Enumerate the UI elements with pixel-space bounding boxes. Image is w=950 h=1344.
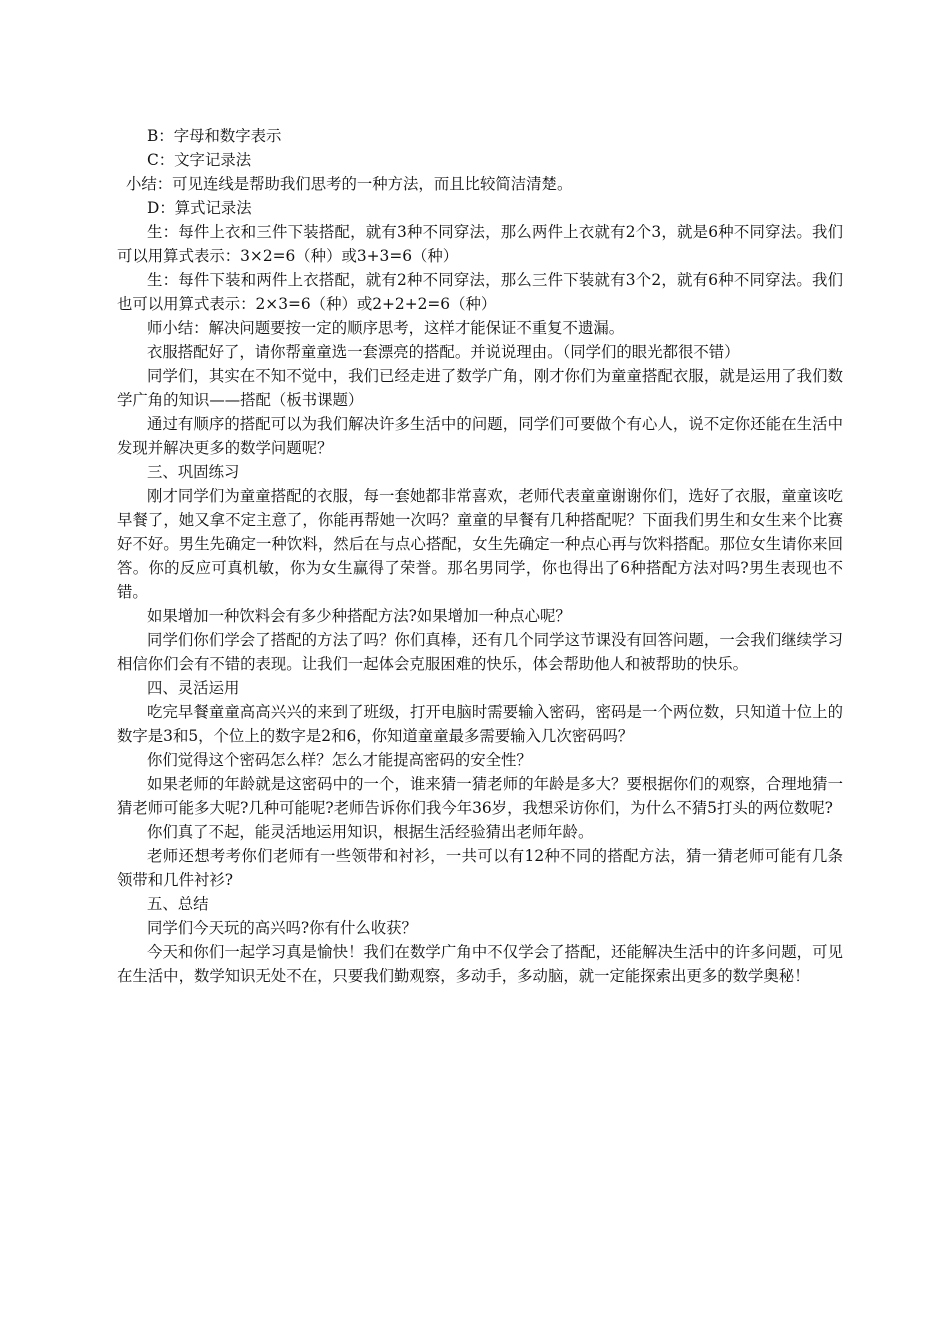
paragraph: 同学们今天玩的高兴吗?你有什么收获？ <box>147 919 417 937</box>
section-heading: 五、总结 <box>147 895 209 913</box>
paragraph: 吃完早餐童童高高兴兴的来到了班级，打开电脑时需要输入密码，密码是一个两位数，只知道十位上的数字是3和5，个位上的数字是2和6，你知道童童最多需要输入几次密码吗？ <box>117 703 843 745</box>
section-heading: 四、灵活运用 <box>147 679 240 697</box>
paragraph: B：字母和数字表示 <box>147 127 282 145</box>
paragraph: 同学们，其实在不知不觉中，我们已经走进了数学广角，刚才你们为童童搭配衣服，就是运用了我们数学广角的知识——搭配（板书课题） <box>117 367 843 409</box>
paragraph: 老师还想考考你们老师有一些领带和衬衫，一共可以有12种不同的搭配方法，猜一猜老师可能有几条领带和几件衬衫? <box>117 847 843 889</box>
paragraph: 如果老师的年龄就是这密码中的一个，谁来猜一猜老师的年龄是多大？要根据你们的观察，合理地猜一猜老师可能多大呢?几种可能呢?老师告诉你们我今年36岁，我想采访你们，为什么不猜5打头的两位数呢? <box>117 775 843 817</box>
paragraph: 生：每件上衣和三件下装搭配，就有3种不同穿法，那么两件上衣就有2个3，就是6种不同穿法。我们可以用算式表示：3×2=6（种）或3+3=6（种） <box>117 223 843 265</box>
paragraph: 小结：可见连线是帮助我们思考的一种方法，而且比较简洁清楚。 <box>126 175 573 193</box>
document-body <box>117 124 843 988</box>
paragraph: 通过有顺序的搭配可以为我们解决许多生活中的问题，同学们可要做个有心人，说不定你还能在生活中发现并解决更多的数学问题呢？ <box>117 415 843 457</box>
section-heading: 三、巩固练习 <box>147 463 240 481</box>
paragraph: C：文字记录法 <box>147 151 252 169</box>
paragraph: D：算式记录法 <box>147 199 252 217</box>
paragraph: 你们觉得这个密码怎么样？怎么才能提高密码的安全性？ <box>147 751 532 769</box>
paragraph: 如果增加一种饮料会有多少种搭配方法?如果增加一种点心呢？ <box>147 607 571 625</box>
paragraph: 你们真了不起，能灵活地运用知识，根据生活经验猜出老师年龄。 <box>147 823 594 841</box>
paragraph: 衣服搭配好了，请你帮童童选一套漂亮的搭配。并说说理由。（同学们的眼光都很不错） <box>147 343 740 361</box>
paragraph: 生：每件下装和两件上衣搭配，就有2种不同穿法，那么三件下装就有3个2，就有6种不同穿法。我们也可以用算式表示：2×3=6（种）或2+2+2=6（种） <box>117 271 843 313</box>
paragraph: 刚才同学们为童童搭配的衣服，每一套她都非常喜欢，老师代表童童谢谢你们，选好了衣服，童童该吃早餐了，她又拿不定主意了，你能再帮她一次吗？童童的早餐有几种搭配呢？下面我们男生和女生来个比赛好不好。男生先确定一种饮料，然后在与点心搭配，女生先确定一种点心再与饮料搭配。那位女生请你来回答。你的反应可真机敏，你为女生赢得了荣誉。那名男同学，你也得出了6种搭配方法对吗?男生表现也不错。 <box>117 487 843 601</box>
paragraph: 同学们你们学会了搭配的方法了吗？你们真棒，还有几个同学这节课没有回答问题，一会我们继续学习相信你们会有不错的表现。让我们一起体会克服困难的快乐，体会帮助他人和被帮助的快乐。 <box>117 631 843 673</box>
paragraph: 师小结：解决问题要按一定的顺序思考，这样才能保证不重复不遗漏。 <box>147 319 625 337</box>
paragraph: 今天和你们一起学习真是愉快！我们在数学广角中不仅学会了搭配，还能解决生活中的许多问题，可见在生活中，数学知识无处不在，只要我们勤观察，多动手，多动脑，就一定能探索出更多的数学奥秘！ <box>117 943 843 985</box>
